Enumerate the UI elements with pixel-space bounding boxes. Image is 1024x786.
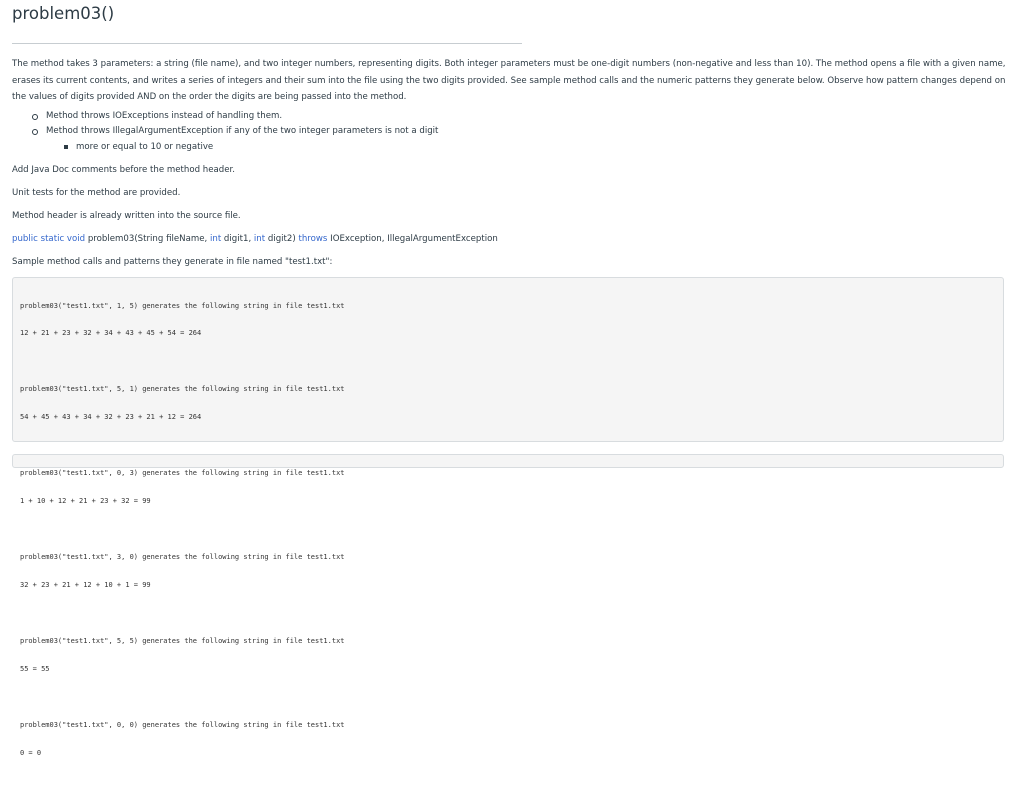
method-signature [12, 232, 498, 247]
signature-name: problem03(String fileName, [85, 234, 210, 244]
signature-exceptions: IOException, IllegalArgumentException [327, 234, 498, 244]
code-sample [20, 283, 345, 357]
code-sample [20, 702, 345, 776]
bullet-circle-icon [32, 129, 38, 135]
title-divider [12, 43, 522, 44]
code-lines [20, 283, 345, 786]
code-result: 55 = 55 [20, 664, 50, 673]
list-item [30, 109, 438, 124]
code-sample [20, 367, 345, 441]
code-result: 32 + 23 + 21 + 12 + 10 + 1 = 99 [20, 581, 151, 590]
code-result: 12 + 21 + 23 + 32 + 34 + 43 + 45 + 54 = 264 [20, 329, 202, 338]
bullet-circle-icon [32, 114, 38, 120]
code-sample [20, 619, 345, 693]
signature-param: digit1, [221, 234, 254, 244]
signature-param: digit2) [265, 234, 299, 244]
code-sample [20, 535, 345, 609]
bullet-square-icon [64, 145, 68, 149]
code-call: problem03("test1.txt", 5, 1) generates the following string in file test1.txt [20, 385, 345, 394]
requirements-list [30, 109, 438, 139]
code-block[interactable] [12, 277, 1004, 757]
code-call: problem03("test1.txt", 5, 5) generates the following string in file test1.txt [20, 637, 345, 646]
signature-modifiers: public static void [12, 234, 86, 244]
code-result: 1 + 10 + 12 + 21 + 23 + 32 = 99 [20, 497, 151, 506]
list-item [30, 124, 438, 139]
code-call: problem03("test1.txt", 3, 0) generates the following string in file test1.txt [20, 553, 345, 562]
signature-type-int: int [253, 234, 266, 244]
code-result: 0 = 0 [20, 748, 42, 757]
signature-type-int: int [209, 234, 222, 244]
code-result: 54 + 45 + 43 + 34 + 32 + 23 + 21 + 12 = 264 [20, 413, 202, 422]
code-call: problem03("test1.txt", 0, 3) generates the following string in file test1.txt [20, 469, 345, 478]
javadoc-note: Add Java Doc comments before the method header. [12, 165, 235, 175]
unit-tests-note: Unit tests for the method are provided. [12, 188, 181, 198]
description-paragraph: The method takes 3 parameters: a string (file name), and two integer numbers, representing digits. Both integer parameters must be one-digit numbers (non-negative and less than 10). The method opens a file with a given name, erases its current contents, and writes a series of integers and their sum into the file using the two digits provided. See sample method calls and the numeric patterns they generate below. Observe how pattern changes depend on the values of digits provided AND on the order the digits are being passed into the method. [12, 59, 1006, 102]
sample-intro: Sample method calls and patterns they generate in file named "test1.txt": [12, 257, 333, 267]
code-call: problem03("test1.txt", 0, 0) generates the following string in file test1.txt [20, 720, 345, 729]
code-call: problem03("test1.txt", 1, 5) generates the following string in file test1.txt [20, 301, 345, 310]
bullet-text: Method throws IOExceptions instead of handling them. [46, 111, 283, 121]
bullet-text: Method throws IllegalArgumentException if any of the two integer parameters is not a digit [46, 126, 439, 136]
sub-list-item [62, 140, 213, 155]
header-note: Method header is already written into the source file. [12, 211, 241, 221]
code-block-empty[interactable] [12, 454, 1004, 468]
signature-throws: throws [298, 234, 328, 244]
page-title: problem03() [12, 4, 115, 23]
sub-bullet-text: more or equal to 10 or negative [76, 142, 214, 152]
